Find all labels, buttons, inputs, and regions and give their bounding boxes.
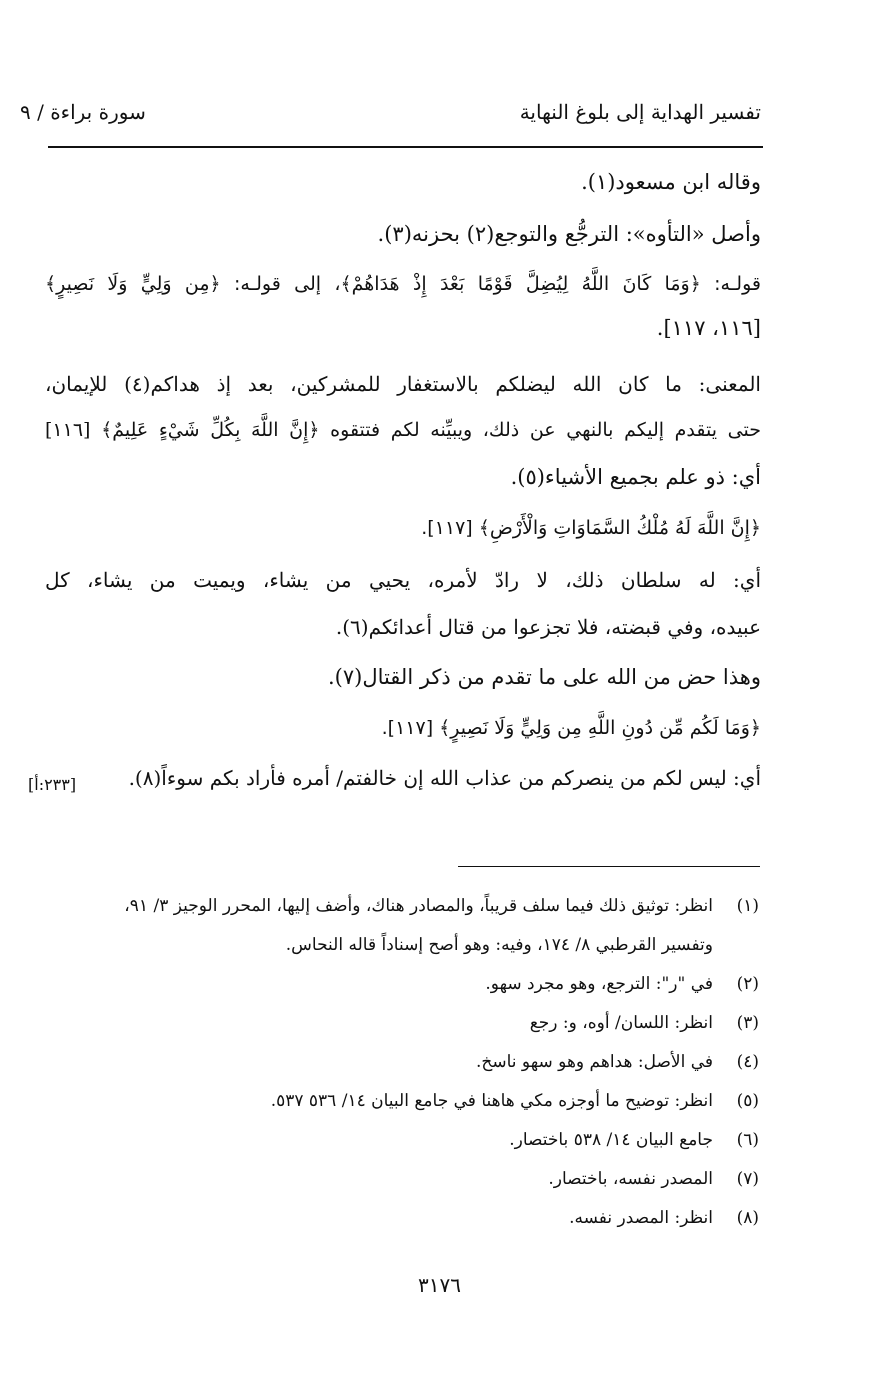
footnote-1 [124,894,759,918]
footnote-text: انظر: توثيق ذلك فيما سلف قريباً، والمصادر هناك، وأضف إليها، المحرر الوجيز ٣/ ٩١، [124,896,713,916]
footnote-text: انظر: توضيح ما أوجزه مكي هاهنا في جامع البيان ١٤/ ٥٣٦ ٥٣٧. [270,1091,713,1111]
surah-header: سورة براءة / ٩ [20,100,146,124]
footnote-number: (٦) [736,1130,759,1150]
footnote-text: انظر: المصدر نفسه. [569,1208,713,1228]
footnote-7 [548,1167,759,1191]
text-line-10: عبيده، وفي قبضته، فلا تجزعوا من قتال أعدائكم(٦). [335,615,761,639]
footnote-number: (٤) [736,1052,759,1072]
footnote-text: جامع البيان ١٤/ ٥٣٨ باختصار. [509,1130,713,1150]
footnote-1-continued [286,933,759,957]
text-line-13: أي: ليس لكم من ينصركم من عذاب الله إن خالفتم/ أمره فأراد بكم سوءاً(٨). [128,766,761,790]
footnote-text: وتفسير القرطبي ٨/ ١٧٤، وفيه: وهو أصح إسناداً قاله النحاس. [285,935,713,955]
text-line-1: وقاله ابن مسعود(١). [581,170,761,194]
footnote-number: (٣) [736,1013,759,1033]
footnote-number: (٧) [736,1169,759,1189]
running-title: تفسير الهداية إلى بلوغ النهاية [519,100,761,124]
footnote-text: في الأصل: هداهم وهو سهو ناسخ. [475,1052,713,1072]
text-line-7: أي: ذو علم بجميع الأشياء(٥). [510,465,761,489]
footnote-5 [271,1089,759,1113]
text-line-4: [١١٦، ١١٧]. [656,316,761,340]
footnote-text: المصدر نفسه، باختصار. [548,1169,713,1189]
footnote-text: في "ر": الترجع، وهو مجرد سهو. [485,974,713,994]
page-number: ٣١٧٦ [418,1273,461,1297]
text-line-3: قولـه: ﴿وَمَا كَانَ اللَّهُ لِيُضِلَّ قَوْمًا بَعْدَ إِذْ هَدَاهُمْ﴾، إلى قولـه: ﴿مِن وَلِيٍّ وَلَا نَصِيرٍ﴾ [45,273,761,295]
footnote-4 [476,1050,759,1074]
footnote-6 [509,1128,759,1152]
text-line-2: وأصل «التأوه»: الترجُّع والتوجع(٢) بحزنه(٣). [377,222,761,246]
text-line-11: وهذا حض من الله على ما تقدم من ذكر القتال(٧). [327,665,761,689]
footnote-number: (٨) [736,1208,759,1228]
footnote-2 [485,972,759,996]
header-rule [48,146,763,148]
text-line-12: ﴿وَمَا لَكُم مِّن دُونِ اللَّهِ مِن وَلِيٍّ وَلَا نَصِيرٍ﴾ [١١٧]. [381,717,761,739]
manuscript-folio-note: [٢٣٣:أ] [28,775,77,794]
footnote-number: (١) [736,896,759,916]
footnote-separator [458,866,760,867]
footnote-8 [569,1206,759,1230]
footnote-number: (٥) [736,1091,759,1111]
footnote-text: انظر: اللسان/ أوه، و: رجع [529,1013,713,1033]
text-line-6: حتى يتقدم إليكم بالنهي عن ذلك، ويبيِّنه لكم فتتقوه ﴿إِنَّ اللَّهَ بِكُلِّ شَيْءٍ عَلِيمٌ﴾ [١١٦] [45,419,761,441]
footnote-number: (٢) [736,974,759,994]
footnote-3 [530,1011,759,1035]
text-line-5: المعنى: ما كان الله ليضلكم بالاستغفار للمشركين، بعد إذ هداكم(٤) للإيمان، [45,372,761,396]
text-line-8: ﴿إِنَّ اللَّهَ لَهُ مُلْكُ السَّمَاوَاتِ وَالْأَرْضِ﴾ [١١٧]. [421,517,761,539]
text-line-9: أي: له سلطان ذلك، لا رادّ لأمره، يحيي من يشاء، ويميت من يشاء، كل [45,568,761,592]
